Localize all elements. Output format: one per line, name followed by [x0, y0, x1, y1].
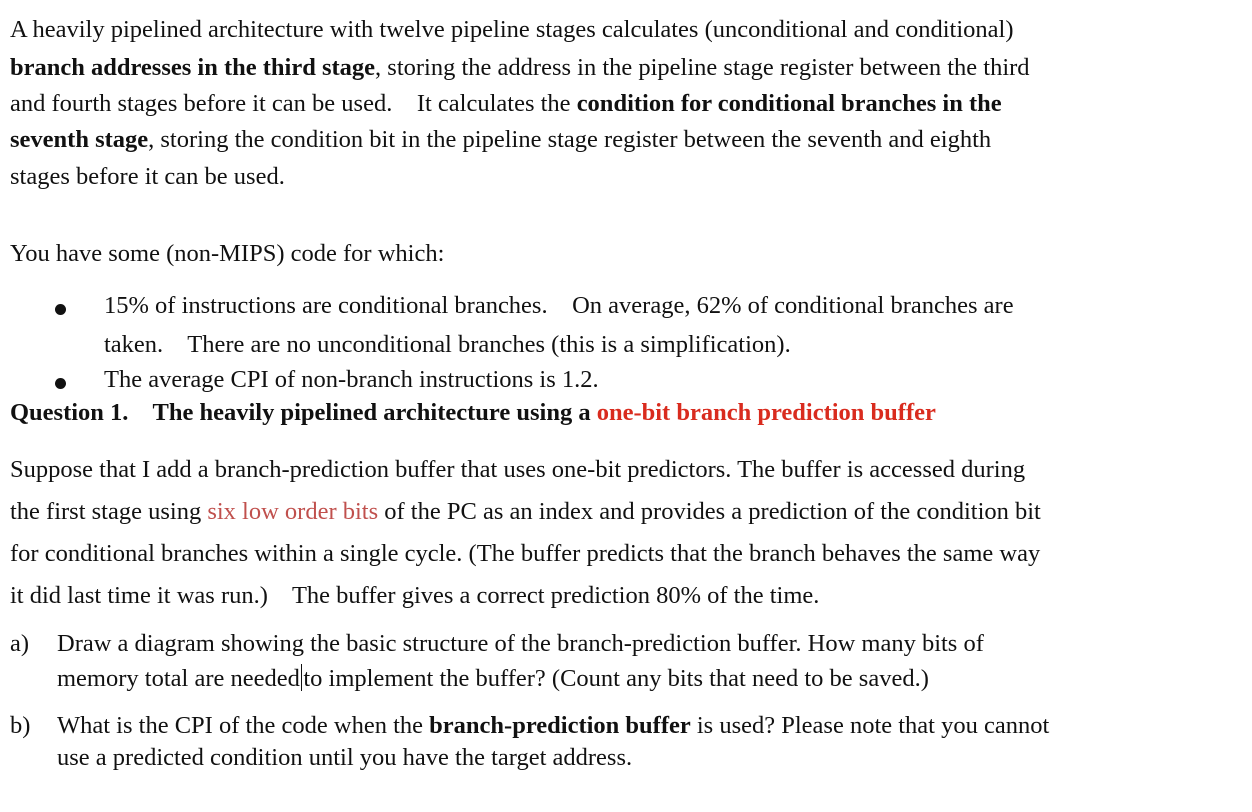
question-heading [10, 401, 936, 426]
intro-line-1 [10, 18, 1013, 43]
intro-bold-seventh-stage: seventh stage [10, 126, 149, 153]
body-line-2: the first stage using six low order bits of the PC as an index and provides a prediction of the condition bit [10, 498, 1041, 525]
intro-text: A heavily pipelined architecture with twelve pipeline stages calculates (unconditional and conditional) [10, 16, 1014, 43]
part-a-label: a) [10, 630, 30, 657]
body-highlight-six-bits: six low order bits [207, 498, 379, 525]
code-lead: You have some (non-MIPS) code for which: [10, 240, 445, 267]
question-title-highlight: one-bit branch prediction buffer [596, 399, 936, 426]
body-line-1: Suppose that I add a branch-prediction buffer that uses one-bit predictors. The buffer is accessed during [10, 456, 1026, 483]
bullet-1-line-1: 15% of instructions are conditional branches. On average, 62% of conditional branches are [104, 292, 1014, 319]
part-a-line-1: Draw a diagram showing the basic structure of the branch-prediction buffer. How many bits of [57, 630, 984, 657]
bullet-2-line: The average CPI of non-branch instructions is 1.2. [104, 366, 599, 393]
bullet-1-line-2: taken. There are no unconditional branches (this is a simplification). [104, 331, 791, 358]
bullet-dot-1 [55, 304, 66, 315]
bullet-dot-2 [55, 378, 66, 389]
part-b-label: b) [10, 712, 31, 739]
question-title: The heavily pipelined architecture using a [152, 399, 597, 426]
question-label: Question 1. [10, 399, 129, 426]
intro-line-3: and fourth stages before it can be used. It calculates the condition for conditional branches in the [10, 90, 1002, 117]
body-line-3: for conditional branches within a single cycle. (The buffer predicts that the branch behaves the same way [10, 540, 1041, 567]
part-b-line-1: What is the CPI of the code when the branch-prediction buffer is used? Please note that you cannot [57, 712, 1050, 739]
body-line-4: it did last time it was run.) The buffer gives a correct prediction 80% of the time. [10, 582, 820, 609]
intro-line-2: branch addresses in the third stage, storing the address in the pipeline stage register between the third [10, 54, 1030, 81]
part-b-line-2: use a predicted condition until you have the target address. [57, 744, 633, 771]
intro-line-5: stages before it can be used. [10, 163, 285, 190]
part-a-line-2: memory total are needed to implement the buffer? (Count any bits that need to be saved.) [57, 665, 929, 692]
intro-bold-condition: condition for conditional branches in the [576, 90, 1002, 117]
intro-bold-branch-addresses: branch addresses in the third stage [10, 54, 376, 81]
intro-line-4: seventh stage, storing the condition bit in the pipeline stage register between the seventh and eighth [10, 126, 992, 153]
part-b-bold: branch-prediction buffer [429, 712, 691, 739]
